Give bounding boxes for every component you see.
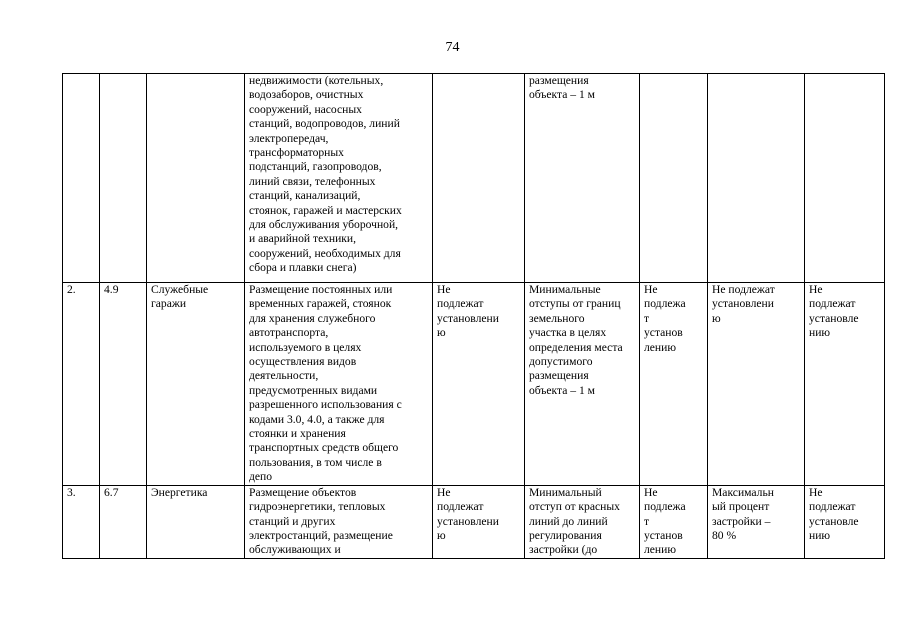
row-number-cell [63,74,100,283]
use-description-cell: Размещение объектов гидроэнергетики, тепловых станций и других электростанций, размещение обслуживающих и [245,485,433,558]
parameter-cell-5: Не подлежат установлени ю [433,283,525,486]
use-name-cell: Служебные гаражи [147,283,245,486]
parameter-cell-9: Не подлежат установле нию [805,283,885,486]
regulations-table [62,73,885,559]
parameter-cell-7: Не подлежа т установ лению [640,283,708,486]
parameter-cell-6: Минимальный отступ от красных линий до линий регулирования застройки (до [525,485,640,558]
parameter-cell-6: Минимальные отступы от границ земельного участка в целях определения места допустимого размещения объекта – 1 м [525,283,640,486]
parameter-cell-7 [640,74,708,283]
parameter-cell-9: Не подлежат установле нию [805,485,885,558]
parameter-cell-8: Максимальн ый процент застройки – 80 % [708,485,805,558]
use-description-cell: недвижимости (котельных, водозаборов, очистных сооружений, насосных станций, водопроводов, линий электропередач, трансформаторных подстанций, газопроводов, линий связи, телефонных станций, канализаций, стоянок, гаражей и мастерских для обслуживания уборочной, и аварийной техники, сооружений, необходимых для сбора и плавки снега) [245,74,433,283]
table-row [63,283,885,486]
use-name-cell: Энергетика [147,485,245,558]
table-row [63,485,885,558]
use-code-cell: 4.9 [100,283,147,486]
row-number-cell: 3. [63,485,100,558]
use-description-cell: Размещение постоянных или временных гаражей, стоянок для хранения служебного автотранспорта, используемого в целях осуществления видов деятельности, предусмотренных видами разрешенного использования с кодами 3.0, 4.0, а также для стоянки и хранения транспортных средств общего пользования, в том числе в депо [245,283,433,486]
parameter-cell-8: Не подлежат установлени ю [708,283,805,486]
use-code-cell [100,74,147,283]
table-row [63,74,885,283]
page-number: 74 [445,40,460,55]
parameter-cell-5: Не подлежат установлени ю [433,485,525,558]
use-code-cell: 6.7 [100,485,147,558]
parameter-cell-5 [433,74,525,283]
parameter-cell-8 [708,74,805,283]
parameter-cell-6: размещения объекта – 1 м [525,74,640,283]
row-number-cell: 2. [63,283,100,486]
use-name-cell [147,74,245,283]
parameter-cell-9 [805,74,885,283]
parameter-cell-7: Не подлежа т установ лению [640,485,708,558]
